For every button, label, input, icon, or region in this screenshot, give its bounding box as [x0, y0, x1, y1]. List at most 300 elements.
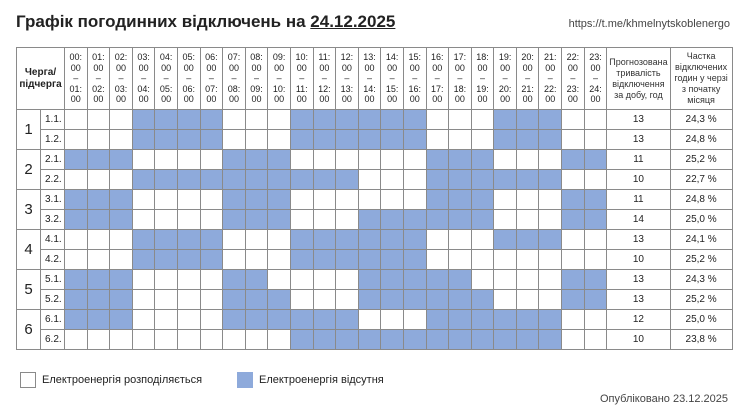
queue-number: 3 [17, 190, 41, 230]
outage-cell [381, 230, 404, 250]
outage-cell [358, 110, 381, 130]
power-cell [110, 230, 133, 250]
power-cell [471, 270, 494, 290]
table-row [17, 270, 733, 290]
outage-cell [562, 150, 585, 170]
power-cell [539, 190, 562, 210]
outage-cell [200, 110, 223, 130]
hour-header: 14: 00 – 15: 00 [381, 48, 404, 110]
power-cell [223, 130, 246, 150]
outage-cell [381, 130, 404, 150]
outage-cell [471, 330, 494, 350]
outage-cell [87, 210, 110, 230]
power-cell [381, 170, 404, 190]
table-row [17, 310, 733, 330]
power-cell [381, 150, 404, 170]
power-cell [471, 110, 494, 130]
power-cell [132, 150, 155, 170]
outage-cell [223, 190, 246, 210]
outage-cell [494, 330, 517, 350]
power-cell [290, 290, 313, 310]
power-cell [584, 110, 607, 130]
legend-on-label: Електроенергія розподіляється [42, 374, 203, 386]
outage-cell [426, 290, 449, 310]
share-percent: 25,0 % [670, 310, 732, 330]
power-cell [65, 330, 88, 350]
outage-cell [87, 270, 110, 290]
hour-header: 15: 00 – 16: 00 [403, 48, 426, 110]
power-cell [449, 130, 472, 150]
outage-cell [449, 150, 472, 170]
outage-cell [177, 130, 200, 150]
power-cell [426, 110, 449, 130]
power-cell [426, 250, 449, 270]
power-cell [132, 330, 155, 350]
outage-cell [200, 130, 223, 150]
power-cell [403, 150, 426, 170]
outage-cell [449, 270, 472, 290]
power-cell [381, 190, 404, 210]
power-cell [313, 270, 336, 290]
hour-header: 17: 00 – 18: 00 [449, 48, 472, 110]
outage-cell [290, 310, 313, 330]
power-cell [110, 330, 133, 350]
power-cell [177, 270, 200, 290]
outage-cell [268, 170, 291, 190]
power-cell [562, 130, 585, 150]
outage-cell [155, 230, 178, 250]
power-cell [313, 290, 336, 310]
power-cell [584, 330, 607, 350]
outage-cell [449, 210, 472, 230]
legend-on [20, 372, 202, 388]
forecast-hours: 11 [607, 150, 670, 170]
table-row [17, 330, 733, 350]
power-cell [358, 190, 381, 210]
outage-cell [110, 310, 133, 330]
outage-cell [65, 270, 88, 290]
power-cell [403, 310, 426, 330]
queue-header-label: Черга/ підчерга [19, 66, 62, 90]
power-cell [426, 130, 449, 150]
outage-cell [471, 310, 494, 330]
outage-cell [87, 150, 110, 170]
power-cell [200, 290, 223, 310]
outage-cell [381, 290, 404, 310]
subqueue-label: 1.2. [41, 130, 65, 150]
outage-cell [562, 210, 585, 230]
table-row [17, 290, 733, 310]
queue-number: 4 [17, 230, 41, 270]
outage-cell [290, 110, 313, 130]
power-cell [336, 190, 359, 210]
power-cell [110, 130, 133, 150]
forecast-hours: 12 [607, 310, 670, 330]
subqueue-label: 2.1. [41, 150, 65, 170]
outage-cell [245, 150, 268, 170]
outage-cell [403, 230, 426, 250]
legend-on-swatch [20, 372, 36, 388]
outage-cell [494, 230, 517, 250]
outage-cell [562, 190, 585, 210]
share-percent: 24,8 % [670, 130, 732, 150]
outage-cell [155, 110, 178, 130]
power-cell [132, 310, 155, 330]
outage-cell [290, 170, 313, 190]
outage-cell [336, 330, 359, 350]
queue-number: 5 [17, 270, 41, 310]
table-row [17, 190, 733, 210]
hour-header: 08: 00 – 09: 00 [245, 48, 268, 110]
power-cell [584, 310, 607, 330]
power-cell [562, 310, 585, 330]
power-cell [200, 190, 223, 210]
outage-cell [313, 310, 336, 330]
outage-cell [245, 190, 268, 210]
outage-cell [426, 210, 449, 230]
outage-cell [358, 210, 381, 230]
power-cell [245, 330, 268, 350]
outage-cell [494, 110, 517, 130]
outage-cell [539, 230, 562, 250]
power-cell [358, 310, 381, 330]
outage-cell [110, 150, 133, 170]
outage-cell [381, 270, 404, 290]
power-cell [155, 290, 178, 310]
power-cell [403, 190, 426, 210]
forecast-hours: 13 [607, 230, 670, 250]
power-cell [87, 250, 110, 270]
power-cell [336, 210, 359, 230]
outage-cell [177, 230, 200, 250]
page-title [16, 12, 395, 32]
outage-cell [381, 110, 404, 130]
outage-cell [223, 310, 246, 330]
outage-cell [313, 130, 336, 150]
outage-cell [358, 130, 381, 150]
power-cell [177, 190, 200, 210]
outage-cell [87, 190, 110, 210]
outage-cell [539, 170, 562, 190]
outage-cell [471, 210, 494, 230]
outage-cell [449, 330, 472, 350]
power-cell [177, 290, 200, 310]
outage-cell [358, 230, 381, 250]
power-cell [65, 110, 88, 130]
outage-cell [336, 110, 359, 130]
queue-number: 1 [17, 110, 41, 150]
power-cell [290, 150, 313, 170]
outage-cell [65, 290, 88, 310]
power-cell [449, 110, 472, 130]
outage-cell [403, 270, 426, 290]
subqueue-label: 6.2. [41, 330, 65, 350]
power-cell [516, 250, 539, 270]
outage-cell [449, 190, 472, 210]
outage-cell [449, 170, 472, 190]
power-cell [155, 270, 178, 290]
outage-cell [426, 190, 449, 210]
power-cell [245, 110, 268, 130]
hour-header: 23: 00 – 24: 00 [584, 48, 607, 110]
power-cell [200, 150, 223, 170]
forecast-hours: 10 [607, 170, 670, 190]
outage-cell [245, 270, 268, 290]
outage-cell [426, 270, 449, 290]
power-cell [562, 330, 585, 350]
subqueue-label: 3.2. [41, 210, 65, 230]
power-cell [223, 250, 246, 270]
share-percent: 24,3 % [670, 270, 732, 290]
power-cell [449, 250, 472, 270]
legend-off-label: Електроенергія відсутня [259, 374, 384, 386]
subqueue-label: 6.1. [41, 310, 65, 330]
forecast-hours: 11 [607, 190, 670, 210]
outage-cell [403, 250, 426, 270]
outage-cell [200, 170, 223, 190]
power-cell [381, 310, 404, 330]
outage-cell [177, 250, 200, 270]
power-cell [539, 270, 562, 290]
subqueue-label: 1.1. [41, 110, 65, 130]
outage-cell [290, 250, 313, 270]
outage-cell [471, 170, 494, 190]
hour-header: 20: 00 – 21: 00 [516, 48, 539, 110]
outage-cell [516, 110, 539, 130]
outage-cell [471, 150, 494, 170]
power-cell [245, 230, 268, 250]
outage-cell [200, 230, 223, 250]
power-cell [539, 290, 562, 310]
table-row [17, 170, 733, 190]
outage-cell [516, 310, 539, 330]
power-cell [358, 150, 381, 170]
power-cell [290, 270, 313, 290]
legend-off [237, 372, 384, 388]
power-cell [177, 150, 200, 170]
share-percent: 24,3 % [670, 110, 732, 130]
outage-cell [494, 130, 517, 150]
forecast-hours: 13 [607, 110, 670, 130]
share-percent: 23,8 % [670, 330, 732, 350]
title-prefix: Графік погодинних відключень на [16, 12, 311, 31]
power-cell [494, 290, 517, 310]
subqueue-label: 5.1. [41, 270, 65, 290]
power-cell [223, 230, 246, 250]
outage-cell [562, 290, 585, 310]
power-cell [268, 270, 291, 290]
outage-cell [381, 210, 404, 230]
share-percent: 22,7 % [670, 170, 732, 190]
outage-cell [358, 270, 381, 290]
hour-header: 02: 00 – 03: 00 [110, 48, 133, 110]
power-cell [87, 110, 110, 130]
subqueue-label: 5.2. [41, 290, 65, 310]
outage-cell [403, 210, 426, 230]
power-cell [155, 310, 178, 330]
forecast-hours: 10 [607, 250, 670, 270]
power-cell [223, 110, 246, 130]
outage-cell [87, 290, 110, 310]
queue-number: 6 [17, 310, 41, 350]
outage-cell [449, 310, 472, 330]
hour-header: 10: 00 – 11: 00 [290, 48, 313, 110]
outage-cell [539, 110, 562, 130]
power-cell [268, 230, 291, 250]
outage-cell [132, 170, 155, 190]
outage-cell [381, 250, 404, 270]
outage-cell [358, 250, 381, 270]
outage-cell [539, 310, 562, 330]
outage-cell [290, 230, 313, 250]
outage-cell [426, 150, 449, 170]
power-cell [539, 250, 562, 270]
outage-cell [471, 290, 494, 310]
power-cell [336, 290, 359, 310]
power-cell [494, 150, 517, 170]
outage-cell [223, 150, 246, 170]
power-cell [313, 150, 336, 170]
outage-cell [132, 230, 155, 250]
forecast-hours: 14 [607, 210, 670, 230]
table-row [17, 130, 733, 150]
power-cell [200, 270, 223, 290]
hour-header: 16: 00 – 17: 00 [426, 48, 449, 110]
outage-cell [336, 230, 359, 250]
hour-header: 06: 00 – 07: 00 [200, 48, 223, 110]
power-cell [200, 210, 223, 230]
outage-cell [336, 310, 359, 330]
power-cell [584, 130, 607, 150]
power-cell [177, 310, 200, 330]
power-cell [494, 190, 517, 210]
forecast-hours: 13 [607, 290, 670, 310]
power-cell [110, 250, 133, 270]
power-cell [200, 310, 223, 330]
power-cell [110, 170, 133, 190]
outage-cell [110, 270, 133, 290]
power-cell [516, 290, 539, 310]
outage-cell [110, 290, 133, 310]
power-cell [562, 170, 585, 190]
power-cell [177, 330, 200, 350]
table-row [17, 210, 733, 230]
hour-header: 21: 00 – 22: 00 [539, 48, 562, 110]
outage-cell [403, 290, 426, 310]
outage-cell [313, 170, 336, 190]
power-cell [245, 250, 268, 270]
outage-cell [223, 270, 246, 290]
power-cell [223, 330, 246, 350]
power-cell [494, 210, 517, 230]
power-cell [132, 190, 155, 210]
power-cell [336, 270, 359, 290]
outage-cell [426, 170, 449, 190]
power-cell [562, 110, 585, 130]
forecast-hours: 13 [607, 270, 670, 290]
outage-cell [584, 290, 607, 310]
power-cell [539, 150, 562, 170]
power-cell [584, 170, 607, 190]
power-cell [471, 230, 494, 250]
outage-cell [584, 150, 607, 170]
power-cell [268, 130, 291, 150]
subqueue-label: 4.2. [41, 250, 65, 270]
queue-number: 2 [17, 150, 41, 190]
hour-header: 18: 00 – 19: 00 [471, 48, 494, 110]
title-date: 24.12.2025 [310, 12, 396, 31]
power-cell [313, 190, 336, 210]
outage-cell [268, 150, 291, 170]
outage-cell [65, 150, 88, 170]
outage-cell [494, 170, 517, 190]
power-cell [516, 210, 539, 230]
outage-cell [539, 330, 562, 350]
power-cell [516, 270, 539, 290]
outage-cell [290, 130, 313, 150]
outage-cell [426, 330, 449, 350]
forecast-hours: 10 [607, 330, 670, 350]
outage-cell [132, 110, 155, 130]
outage-cell [177, 110, 200, 130]
queue-header [17, 48, 65, 110]
power-cell [516, 190, 539, 210]
power-cell [65, 250, 88, 270]
power-cell [200, 330, 223, 350]
outage-cell [336, 250, 359, 270]
outage-cell [516, 130, 539, 150]
outage-cell [268, 310, 291, 330]
hour-header: 09: 00 – 10: 00 [268, 48, 291, 110]
outage-cell [290, 330, 313, 350]
forecast-header: Прогнозована тривалість відключення за добу, год [607, 48, 670, 110]
outage-cell [584, 270, 607, 290]
power-cell [516, 150, 539, 170]
hour-header: 03: 00 – 04: 00 [132, 48, 155, 110]
outage-cell [336, 130, 359, 150]
share-percent: 25,0 % [670, 210, 732, 230]
outage-cell [245, 210, 268, 230]
power-cell [268, 250, 291, 270]
hour-header: 19: 00 – 20: 00 [494, 48, 517, 110]
outage-cell [313, 230, 336, 250]
hour-header: 01: 00 – 02: 00 [87, 48, 110, 110]
published-date: Опубліковано 23.12.2025 [600, 393, 728, 405]
power-cell [471, 250, 494, 270]
power-cell [268, 110, 291, 130]
hour-header: 04: 00 – 05: 00 [155, 48, 178, 110]
power-cell [245, 130, 268, 150]
power-cell [65, 230, 88, 250]
power-cell [471, 130, 494, 150]
power-cell [290, 190, 313, 210]
telegram-link[interactable]: https://t.me/khmelnytskoblenergo [568, 18, 730, 30]
share-percent: 25,2 % [670, 290, 732, 310]
outage-cell [223, 210, 246, 230]
subqueue-label: 4.1. [41, 230, 65, 250]
forecast-hours: 13 [607, 130, 670, 150]
outage-cell [245, 310, 268, 330]
outage-cell [403, 110, 426, 130]
hour-header: 00: 00 – 01: 00 [65, 48, 88, 110]
power-cell [449, 230, 472, 250]
outage-cell [110, 210, 133, 230]
outage-cell [223, 290, 246, 310]
power-cell [358, 170, 381, 190]
power-cell [155, 150, 178, 170]
outage-cell [471, 190, 494, 210]
power-cell [155, 190, 178, 210]
